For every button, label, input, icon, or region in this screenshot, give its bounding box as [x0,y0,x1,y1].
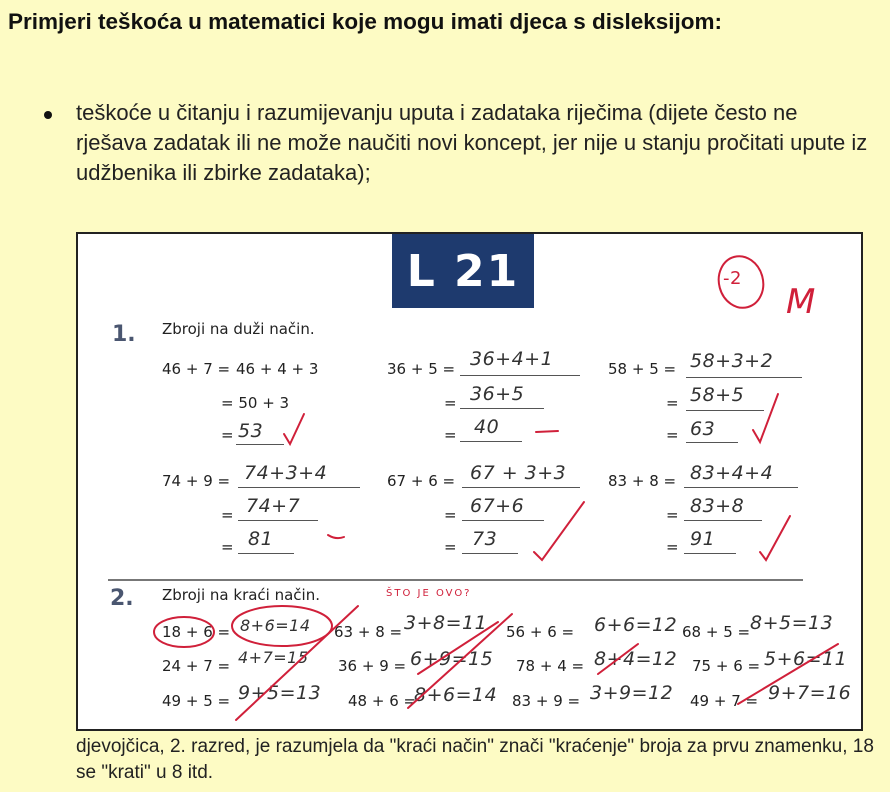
task2-expr: 68 + 5 = [682,623,751,641]
task2-answer: 3+8=11 [404,612,488,634]
answer-underline [238,520,318,521]
task1-number: 1. [112,322,136,347]
handwritten-answer: 73 [472,528,498,550]
section-divider [108,579,803,581]
answer-underline [684,553,736,554]
handwritten-answer: 53 [238,420,264,442]
answer-underline [238,553,294,554]
task1-problem-expr: 46 + 7 = [162,360,231,378]
bullet-dot-icon [44,111,52,119]
task2-expr: 75 + 6 = [692,657,761,675]
answer-underline [462,520,544,521]
equals-sign: = [221,506,234,524]
task2-expr: 56 + 6 = [506,623,575,641]
task1-problem-expr: 36 + 5 = [387,360,456,378]
task2-answer: 9+7=16 [768,682,852,704]
slide-heading: Primjeri teškoća u matematici koje mogu imati djeca s disleksijom: [8,9,723,34]
task2-answer: 8+4=12 [594,648,678,670]
answer-underline [684,520,762,521]
task2-answer: 5+6=11 [764,648,848,670]
task2-expr: 83 + 9 = [512,692,581,710]
handwritten-answer: 58+3+2 [690,350,774,372]
task1-problem-expr: 74 + 9 = [162,472,231,490]
equals-sign: = [444,538,457,556]
answer-underline [460,375,580,376]
task2-number: 2. [110,586,134,611]
task2-answer: 8+6=14 [240,616,311,635]
handwritten-answer: 83+4+4 [690,462,774,484]
task2-expr: 24 + 7 = [162,657,231,675]
worksheet-image [76,232,863,731]
bullet-list [40,98,870,188]
task1-problem-expr: 83 + 8 = [608,472,677,490]
task2-answer: 8+6=14 [414,684,498,706]
handwritten-answer: 58+5 [690,384,745,406]
handwritten-answer: 91 [690,528,716,550]
task1-problem-line2: = 50 + 3 [221,394,290,412]
handwritten-answer: 67+6 [470,495,525,517]
lesson-badge: L 21 [392,234,534,308]
answer-underline [238,487,360,488]
handwritten-answer: 74+3+4 [244,462,328,484]
answer-underline [684,487,798,488]
grade-mark: -2 [723,268,742,289]
task2-expr: 49 + 7 = [690,692,759,710]
answer-underline [686,442,738,443]
task2-answer: 4+7=15 [238,648,309,667]
handwritten-answer: 81 [248,528,274,550]
task1-problem-expr: 58 + 5 = [608,360,677,378]
bullet-item [40,98,870,188]
task2-answer: 6+6=12 [594,614,678,636]
task2-answer: 8+5=13 [750,612,834,634]
teacher-note: ŠTO JE OVO? [386,588,472,599]
equals-sign: = [666,538,679,556]
task1-problem-line1: 46 + 4 + 3 [236,360,319,378]
answer-underline [686,377,802,378]
teacher-initial: M [786,282,816,322]
task2-expr: 18 + 6 = [162,623,231,641]
answer-underline [462,553,518,554]
handwritten-answer: 63 [690,418,716,440]
handwritten-answer: 67 + 3+3 [470,462,567,484]
task1-problem-expr: 67 + 6 = [387,472,456,490]
task2-answer: 9+5=13 [238,682,322,704]
handwritten-answer: 74+7 [246,495,301,517]
answer-underline [236,444,284,445]
equals-sign: = [666,426,679,444]
bullet-text: teškoće u čitanju i razumijevanju uputa i zadataka riječima (dijete često ne rješava zadatak ili ne može naučiti novi koncept, jer nije u stanju pročitati upute iz udžbenika ili zbirke zadataka); [76,100,868,185]
answer-underline [462,487,580,488]
task1-title: Zbroji na duži način. [162,320,315,338]
equals-sign: = [221,538,234,556]
image-caption: djevojčica, 2. razred, je razumjela da "kraći način" znači "kraćenje" broja za prvu znamenku, 18 se "krati" u 8 itd. [76,736,874,783]
task2-expr: 49 + 5 = [162,692,231,710]
equals-sign: = [444,426,457,444]
handwritten-answer: 36+4+1 [470,348,554,370]
task2-expr: 36 + 9 = [338,657,407,675]
equals-sign: = [666,394,679,412]
answer-underline [460,408,544,409]
equals-sign: = [444,394,457,412]
equals-sign: = [221,426,234,444]
task2-expr: 63 + 8 = [334,623,403,641]
handwritten-answer: 40 [474,416,500,438]
equals-sign: = [666,506,679,524]
equals-sign: = [444,506,457,524]
answer-underline [686,410,764,411]
answer-underline [460,441,522,442]
handwritten-answer: 36+5 [470,383,525,405]
task2-answer: 3+9=12 [590,682,674,704]
handwritten-answer: 83+8 [690,495,745,517]
task2-expr: 48 + 6 = [348,692,417,710]
task2-answer: 6+9=15 [410,648,494,670]
task2-title: Zbroji na kraći način. [162,586,320,604]
task2-expr: 78 + 4 = [516,657,585,675]
